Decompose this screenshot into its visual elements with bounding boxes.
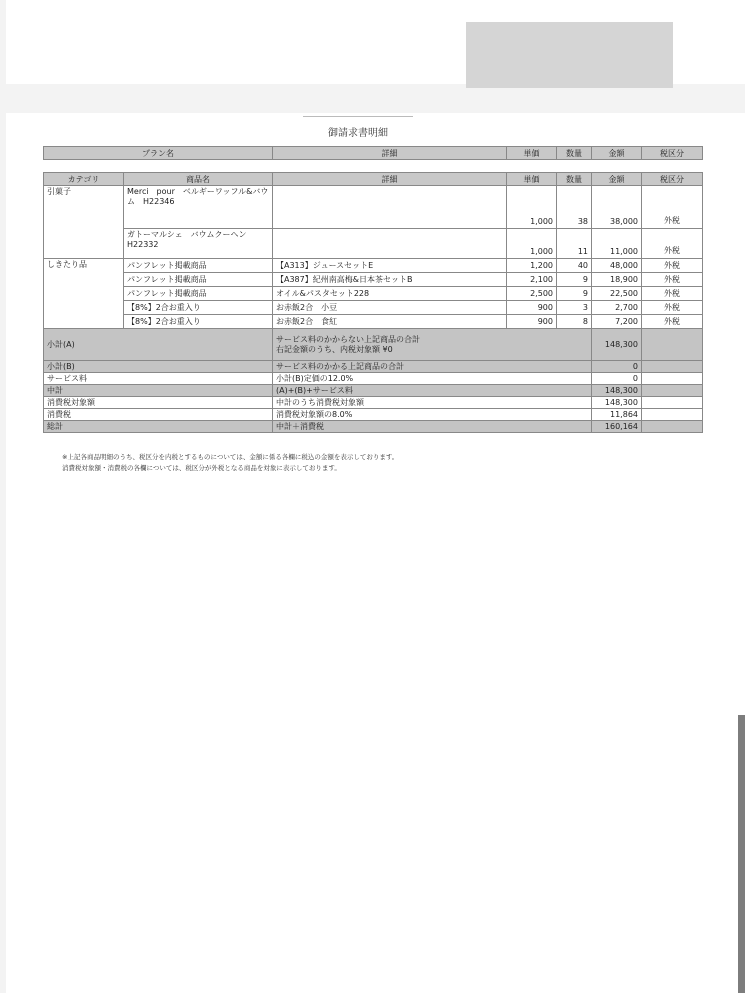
- table-row: [44, 229, 703, 259]
- quantity-cell: 40: [557, 259, 592, 273]
- tax-cell: 外税: [642, 301, 703, 315]
- product-cell: パンフレット掲載商品: [124, 259, 273, 273]
- detail-cell: オイル&パスタセット228: [273, 287, 507, 301]
- grand-total-row: [44, 421, 703, 433]
- subtotal-b-amount: 0: [592, 361, 642, 373]
- service-fee-amount: 0: [592, 373, 642, 385]
- table-row: [44, 273, 703, 287]
- tax-cell: 外税: [642, 315, 703, 329]
- header-tax: 税区分: [642, 147, 703, 160]
- quantity-cell: 11: [557, 229, 592, 259]
- quantity-cell: 9: [557, 287, 592, 301]
- header-quantity: 数量: [557, 173, 592, 186]
- product-cell: Merci pour ベルギーワッフル&バウム H22346: [124, 186, 273, 229]
- grand-total-detail: 中計＋消費税: [273, 421, 592, 433]
- plan-header-table: [43, 146, 703, 160]
- header-tax: 税区分: [642, 173, 703, 186]
- consumption-tax-detail: 消費税対象額の8.0%: [273, 409, 592, 421]
- header-plan: プラン名: [44, 147, 273, 160]
- product-cell: パンフレット掲載商品: [124, 287, 273, 301]
- unit-price-cell: 900: [507, 301, 557, 315]
- consumption-tax-row: [44, 409, 703, 421]
- detail-cell: 【A387】紀州南高梅&日本茶セットB: [273, 273, 507, 287]
- quantity-cell: 9: [557, 273, 592, 287]
- detail-cell: 【A313】ジュースセットE: [273, 259, 507, 273]
- subtotal-a-label: 小計(A): [44, 329, 273, 361]
- grand-total-label: 総計: [44, 421, 273, 433]
- tax-cell: 外税: [642, 186, 703, 229]
- header-unit-price: 単価: [507, 173, 557, 186]
- subtotal-b-row: [44, 361, 703, 373]
- service-fee-detail: 小計(B)定価の12.0%: [273, 373, 592, 385]
- category-cell: しきたり品: [44, 259, 124, 329]
- middle-total-amount: 148,300: [592, 385, 642, 397]
- header-category: カテゴリ: [44, 173, 124, 186]
- subtotal-a-amount: 148,300: [592, 329, 642, 361]
- subtotal-a-detail-line2: 右記金額のうち、内税対象額 ¥0: [276, 344, 393, 354]
- detail-cell: お赤飯2合 食紅: [273, 315, 507, 329]
- taxable-amount-detail: 中計のうち消費税対象額: [273, 397, 592, 409]
- title-rule: [303, 116, 413, 117]
- edge-scrollbar: [738, 715, 745, 993]
- tax-cell: 外税: [642, 259, 703, 273]
- category-cell: 引菓子: [44, 186, 124, 259]
- amount-cell: 2,700: [592, 301, 642, 315]
- tax-cell: 外税: [642, 229, 703, 259]
- document-title: 御請求書明細: [328, 128, 388, 139]
- middle-total-detail: (A)+(B)+サービス料: [273, 385, 592, 397]
- quantity-cell: 8: [557, 315, 592, 329]
- service-fee-label: サービス料: [44, 373, 273, 385]
- redacted-area: [466, 22, 673, 88]
- table-row: [44, 259, 703, 273]
- detail-cell: [273, 229, 507, 259]
- tax-cell: 外税: [642, 287, 703, 301]
- middle-total-row: [44, 385, 703, 397]
- taxable-amount-label: 消費税対象額: [44, 397, 273, 409]
- amount-cell: 7,200: [592, 315, 642, 329]
- quantity-cell: 3: [557, 301, 592, 315]
- taxable-amount-row: [44, 397, 703, 409]
- amount-cell: 22,500: [592, 287, 642, 301]
- product-cell: ガトーマルシェ バウムクーヘン H22332: [124, 229, 273, 259]
- grand-total-amount: 160,164: [592, 421, 642, 433]
- amount-cell: 11,000: [592, 229, 642, 259]
- unit-price-cell: 1,200: [507, 259, 557, 273]
- quantity-cell: 38: [557, 186, 592, 229]
- footnote-2: 消費税対象額・消費税の各欄については、税区分が外税となる商品を対象に表示しております。: [62, 464, 341, 472]
- subtotal-a-row: [44, 329, 703, 361]
- subtotal-b-detail: サービス料のかかる上記商品の合計: [273, 361, 592, 373]
- header-amount: 金額: [592, 173, 642, 186]
- unit-price-cell: 900: [507, 315, 557, 329]
- header-detail: 詳細: [273, 173, 507, 186]
- header-amount: 金額: [592, 147, 642, 160]
- tax-cell: 外税: [642, 273, 703, 287]
- subtotal-a-detail-line1: サービス料のかからない上記商品の合計: [276, 334, 420, 344]
- product-cell: パンフレット掲載商品: [124, 273, 273, 287]
- table-row: [44, 301, 703, 315]
- table-row: [44, 186, 703, 229]
- table-row: [44, 287, 703, 301]
- footnotes: [62, 452, 398, 474]
- detail-cell: [273, 186, 507, 229]
- amount-cell: 48,000: [592, 259, 642, 273]
- header-product: 商品名: [124, 173, 273, 186]
- table-row: [44, 315, 703, 329]
- service-fee-row: [44, 373, 703, 385]
- unit-price-cell: 1,000: [507, 186, 557, 229]
- header-quantity: 数量: [557, 147, 592, 160]
- consumption-tax-amount: 11,864: [592, 409, 642, 421]
- subtotal-b-label: 小計(B): [44, 361, 273, 373]
- product-cell: 【8%】2合お重入り: [124, 315, 273, 329]
- middle-total-label: 中計: [44, 385, 273, 397]
- unit-price-cell: 2,100: [507, 273, 557, 287]
- header-unit-price: 単価: [507, 147, 557, 160]
- footnote-1: ※上記各商品明細のうち、税区分を内税とするものについては、金額に係る各欄に税込の金額を表示しております。: [62, 453, 399, 461]
- amount-cell: 38,000: [592, 186, 642, 229]
- unit-price-cell: 2,500: [507, 287, 557, 301]
- taxable-amount-value: 148,300: [592, 397, 642, 409]
- item-table: [43, 172, 703, 433]
- unit-price-cell: 1,000: [507, 229, 557, 259]
- header-detail: 詳細: [273, 147, 507, 160]
- amount-cell: 18,900: [592, 273, 642, 287]
- detail-cell: お赤飯2合 小豆: [273, 301, 507, 315]
- product-cell: 【8%】2合お重入り: [124, 301, 273, 315]
- consumption-tax-label: 消費税: [44, 409, 273, 421]
